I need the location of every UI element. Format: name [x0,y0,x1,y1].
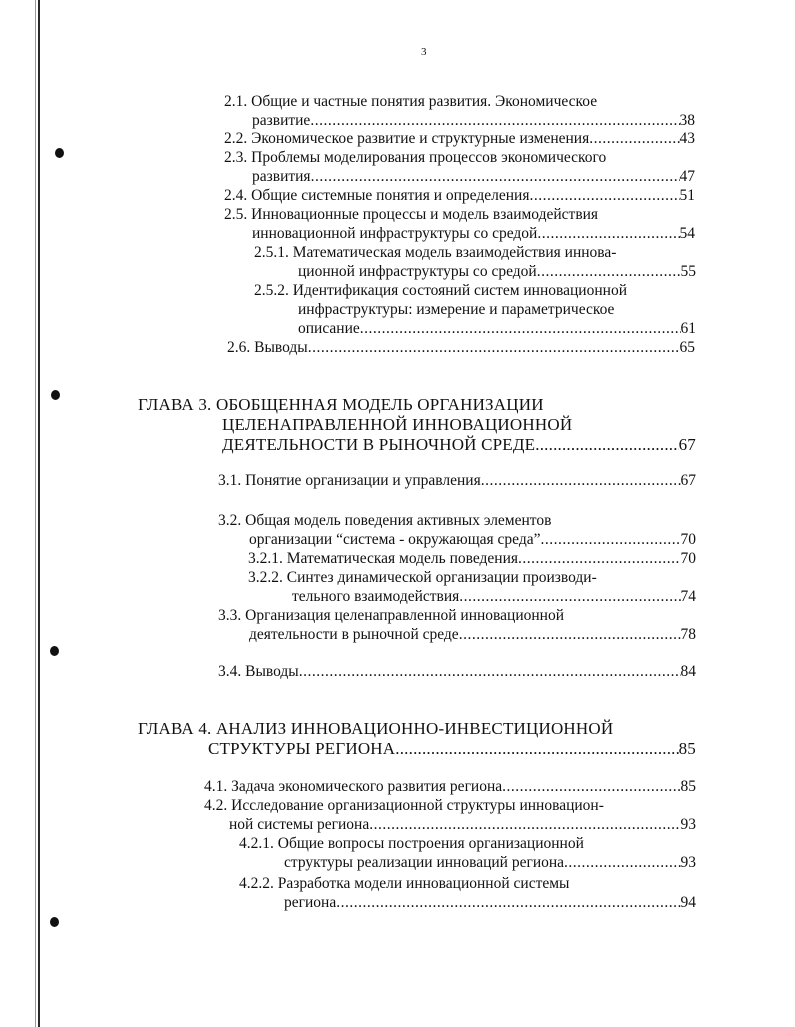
toc-entry-4-2-2 [239,874,696,912]
toc-entry-title: 3.3. Организация целенаправленной инновационной [218,607,565,624]
toc-entry-page: 74 [680,588,696,605]
toc-entry-page: 47 [679,168,695,185]
toc-entry-title: 3.2.1. Математическая модель поведения [248,550,519,567]
toc-entry-title: 2.5.2. Идентификация состояний систем инновационной [254,282,627,299]
toc-entry-title: 3.4. Выводы [218,663,299,680]
toc-entry-title-cont: деятельности в рыночной среде [249,626,459,643]
toc-entry-page: 38 [679,112,695,129]
toc-entry-page: 51 [679,187,695,204]
leader-dots [311,167,680,186]
leader-dots [310,111,679,130]
leader-dots [336,893,680,912]
toc-entry-2-2 [224,129,695,148]
toc-entry-title: 2.5. Инновационные процессы и модель взаимодействия [224,206,599,223]
toc-entry-title-cont: инфраструктуры: измерение и параметрическое [298,301,615,318]
leader-dots [308,338,680,357]
toc-entry-2-6 [227,338,695,357]
chapter-title-cont: ДЕЯТЕЛЬНОСТИ В РЫНОЧНОЙ СРЕДЕ [222,435,536,454]
toc-entry-title: 2.3. Проблемы моделирования процессов экономического [224,149,607,166]
toc-entry-page: 85 [680,778,696,795]
leader-dots [502,777,680,796]
toc-entry-page: 61 [680,320,696,337]
leader-dots [481,471,681,490]
toc-entry-title-cont: инновационной инфраструктуры со средой [252,225,538,242]
toc-entry-title: 3.2.2. Синтез динамической организации производи- [248,569,597,586]
leader-dots [589,129,679,148]
leader-dots [537,224,679,243]
toc-entry-2-1 [224,92,695,130]
toc-entry-page: 78 [680,626,696,643]
binding-edge-dark [38,0,40,1027]
toc-entry-2-5-1 [254,243,696,281]
toc-entry-title: 2.2. Экономическое развитие и структурные изменения [224,130,590,147]
punch-hole-mark [50,646,59,656]
toc-entry-title-cont: тельного взаимодействия [292,588,460,605]
toc-entry-3-4 [218,662,696,681]
toc-entry-3-1 [218,471,696,490]
toc-entry-title: 2.4. Общие системные понятия и определения [224,187,530,204]
leader-dots [360,319,681,338]
toc-entry-title: 3.2. Общая модель поведения активных элементов [218,512,552,529]
toc-entry-page: 67 [678,435,696,454]
toc-entry-title: 4.2. Исследование организационной структуры инновацион- [204,797,604,814]
toc-entry-2-3 [224,148,695,186]
toc-entry-page: 70 [680,550,696,567]
chapter-title: ГЛАВА 3. ОБОБЩЕННАЯ МОДЕЛЬ ОРГАНИЗАЦИИ [138,395,544,414]
punch-hole-mark [55,148,64,158]
toc-entry-page: 84 [680,663,696,680]
toc-entry-3-2-1 [248,549,696,568]
leader-dots [529,186,679,205]
toc-entry-page: 65 [679,339,695,356]
toc-entry-title: 4.1. Задача экономического развития региона [204,778,503,795]
toc-entry-title: 4.2.2. Разработка модели инновационной системы [239,875,570,892]
toc-entry-title: 3.1. Понятие организации и управления [218,472,481,489]
toc-entry-4-2-1 [239,834,696,872]
toc-entry-title: 2.5.1. Математическая модель взаимодействия иннова- [254,244,617,261]
toc-entry-page: 70 [680,531,696,548]
toc-entry-2-5 [224,205,695,243]
toc-entry-page: 93 [680,816,696,833]
leader-dots [537,262,681,281]
toc-entry-title-cont: описание [298,320,360,337]
leader-dots [459,587,680,606]
toc-entry-page: 67 [680,472,696,489]
toc-entry-3-2-2 [248,568,696,606]
toc-entry-title-cont: региона [284,894,337,911]
toc-entry-title-cont: структуры реализации инноваций региона [284,854,565,871]
leader-dots [299,662,681,681]
toc-entry-title: 4.2.1. Общие вопросы построения организационной [239,835,584,852]
chapter-title-cont: ЦЕЛЕНАПРАВЛЕННОЙ ИННОВАЦИОННОЙ [222,415,573,434]
toc-entry-page: 94 [680,894,696,911]
toc-entry-2-4 [224,186,695,205]
toc-entry-title-cont: развития [252,168,311,185]
toc-entry-page: 43 [679,130,695,147]
toc-entry-title-cont: ной системы региона [229,816,370,833]
toc-entry-page: 54 [679,225,695,242]
toc-entry-4-1 [204,777,696,796]
toc-entry-title-cont: организации “система - окружающая среда” [249,531,541,548]
binding-edge [35,0,36,1027]
punch-hole-mark [51,390,60,400]
toc-entry-3-3 [218,606,696,644]
toc-entry-page: 85 [678,739,696,758]
page-number: 3 [421,46,427,58]
toc-entry-title: 2.6. Выводы [227,339,308,356]
toc-entry-page: 55 [680,263,696,280]
toc-chapter-3 [138,395,696,455]
leader-dots [535,435,678,455]
toc-entry-3-2 [218,511,696,549]
toc-entry-page: 93 [680,854,696,871]
leader-dots [395,739,678,759]
leader-dots [518,549,680,568]
leader-dots [540,530,680,549]
toc-entry-title: 2.1. Общие и частные понятия развития. Экономическое [224,93,598,110]
leader-dots [459,625,681,644]
toc-entry-title-cont: ционной инфраструктуры со средой [298,263,537,280]
toc-entry-title-cont: развитие [252,112,311,129]
chapter-title: ГЛАВА 4. АНАЛИЗ ИННОВАЦИОННО-ИНВЕСТИЦИОННОЙ [138,719,614,738]
toc-entry-4-2 [204,796,696,834]
leader-dots [564,853,680,872]
toc-entry-2-5-2 [254,281,696,338]
chapter-title-cont: СТРУКТУРЫ РЕГИОНА [208,739,396,758]
punch-hole-mark [50,917,59,927]
toc-chapter-4 [138,719,696,759]
leader-dots [369,815,680,834]
